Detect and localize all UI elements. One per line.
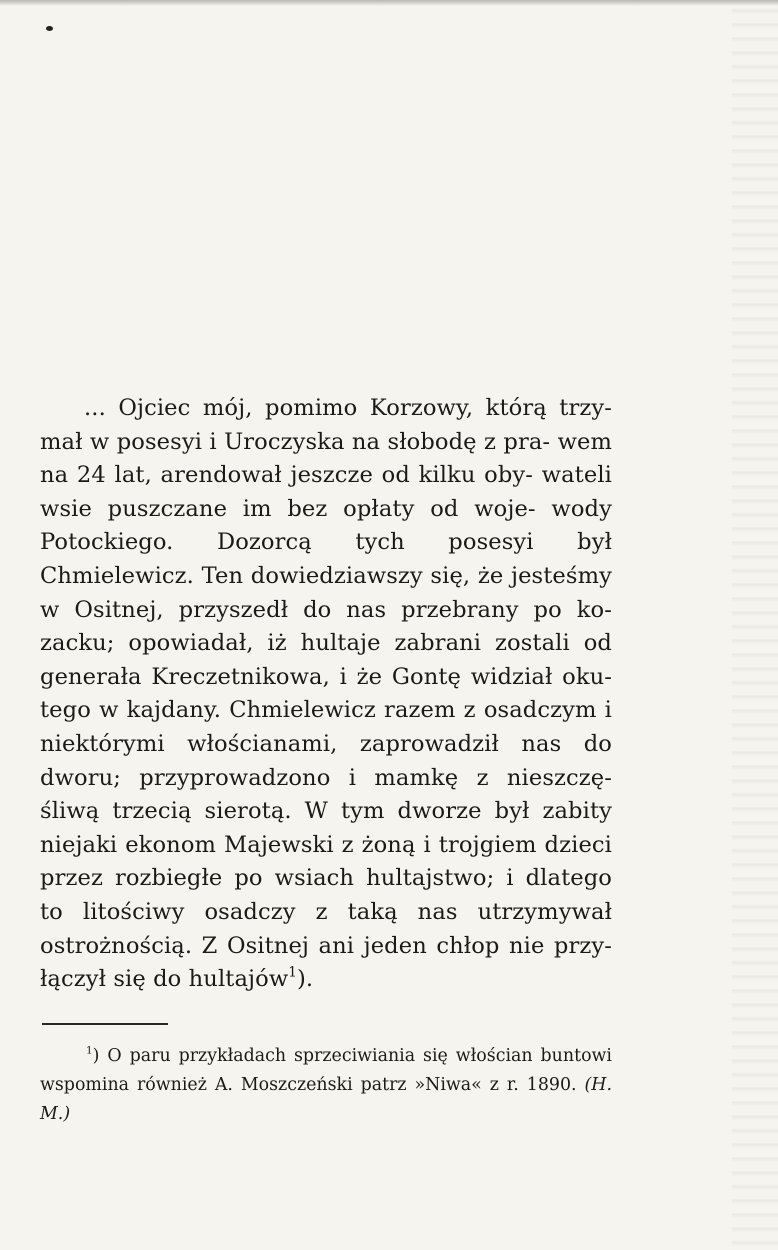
ink-speck [46, 26, 53, 31]
paragraph-line-7: w Ositnej, przyszedł do nas przebrany po ko- [40, 596, 612, 623]
paragraph-line-13: śliwą trzecią sierotą. W tym dworze był zabity [40, 798, 612, 825]
main-paragraph [40, 392, 612, 997]
paragraph-line-9: generała Kreczetnikowa, i że Gontę widział oku- [40, 663, 612, 690]
footnote-reference: 1 [288, 964, 298, 981]
footnote [40, 1042, 612, 1129]
paragraph-line-8: zacku; opowiadał, iż hultaje zabrani zostali od [40, 630, 612, 657]
paragraph-line-6: Chmielewicz. Ten dowiedziawszy się, że jesteśmy [40, 562, 612, 589]
paragraph-line-15: przez rozbiegłe po wsiach hultajstwo; i dlatego [40, 865, 612, 892]
footnote-attribution: (H. M.) [40, 1075, 612, 1124]
paragraph-line-3: wem na 24 lat, arendował jeszcze od kilku oby- [40, 428, 612, 489]
paragraph-line-12: dworu; przyprowadzono i mamkę z nieszczę- [40, 764, 612, 791]
page-right-edge-shadow [732, 0, 778, 1250]
paragraph-line-11: i niektórymi włościanami, zaprowadził nas do [40, 697, 612, 757]
paragraph-line-14: niejaki ekonom Majewski z żoną i trojgiem dzieci [40, 831, 612, 858]
paragraph-line-5: wody Potockiego. Dozorcą tych posesyi był [40, 495, 612, 556]
paragraph-line-10: tego w kajdany. Chmielewicz razem z osadczym [40, 697, 597, 724]
paragraph-line-4: wateli wsie puszczane im bez opłaty od woje- [40, 462, 612, 522]
footnote-line-2: buntowi wspomina również A. Moszczeński patrz »Niwa« [40, 1046, 612, 1095]
footnote-marker: 1 [86, 1044, 93, 1057]
footnote-separator [42, 1023, 168, 1025]
paragraph-line-16: to litościwy osadczy z taką nas utrzymywał [40, 898, 612, 925]
paragraph-line-17: ostrożnością. Z Ositnej ani jeden chłop nie przy- [40, 932, 612, 959]
page-top-edge [0, 0, 778, 6]
paragraph-end: ). [297, 966, 314, 993]
footnote-line-1: ) O paru przykładach sprzeciwiania się włościan [92, 1046, 533, 1066]
footnote-line-3: z r. 1890. [489, 1075, 577, 1095]
paragraph-line-1: ... Ojciec mój, pomimo Korzowy, którą trzy- [84, 395, 612, 421]
paragraph-line-18: łączył się do hultajów [40, 966, 289, 993]
paragraph-line-2: mał w posesyi i Uroczyska na słobodę z pra- [40, 428, 551, 455]
